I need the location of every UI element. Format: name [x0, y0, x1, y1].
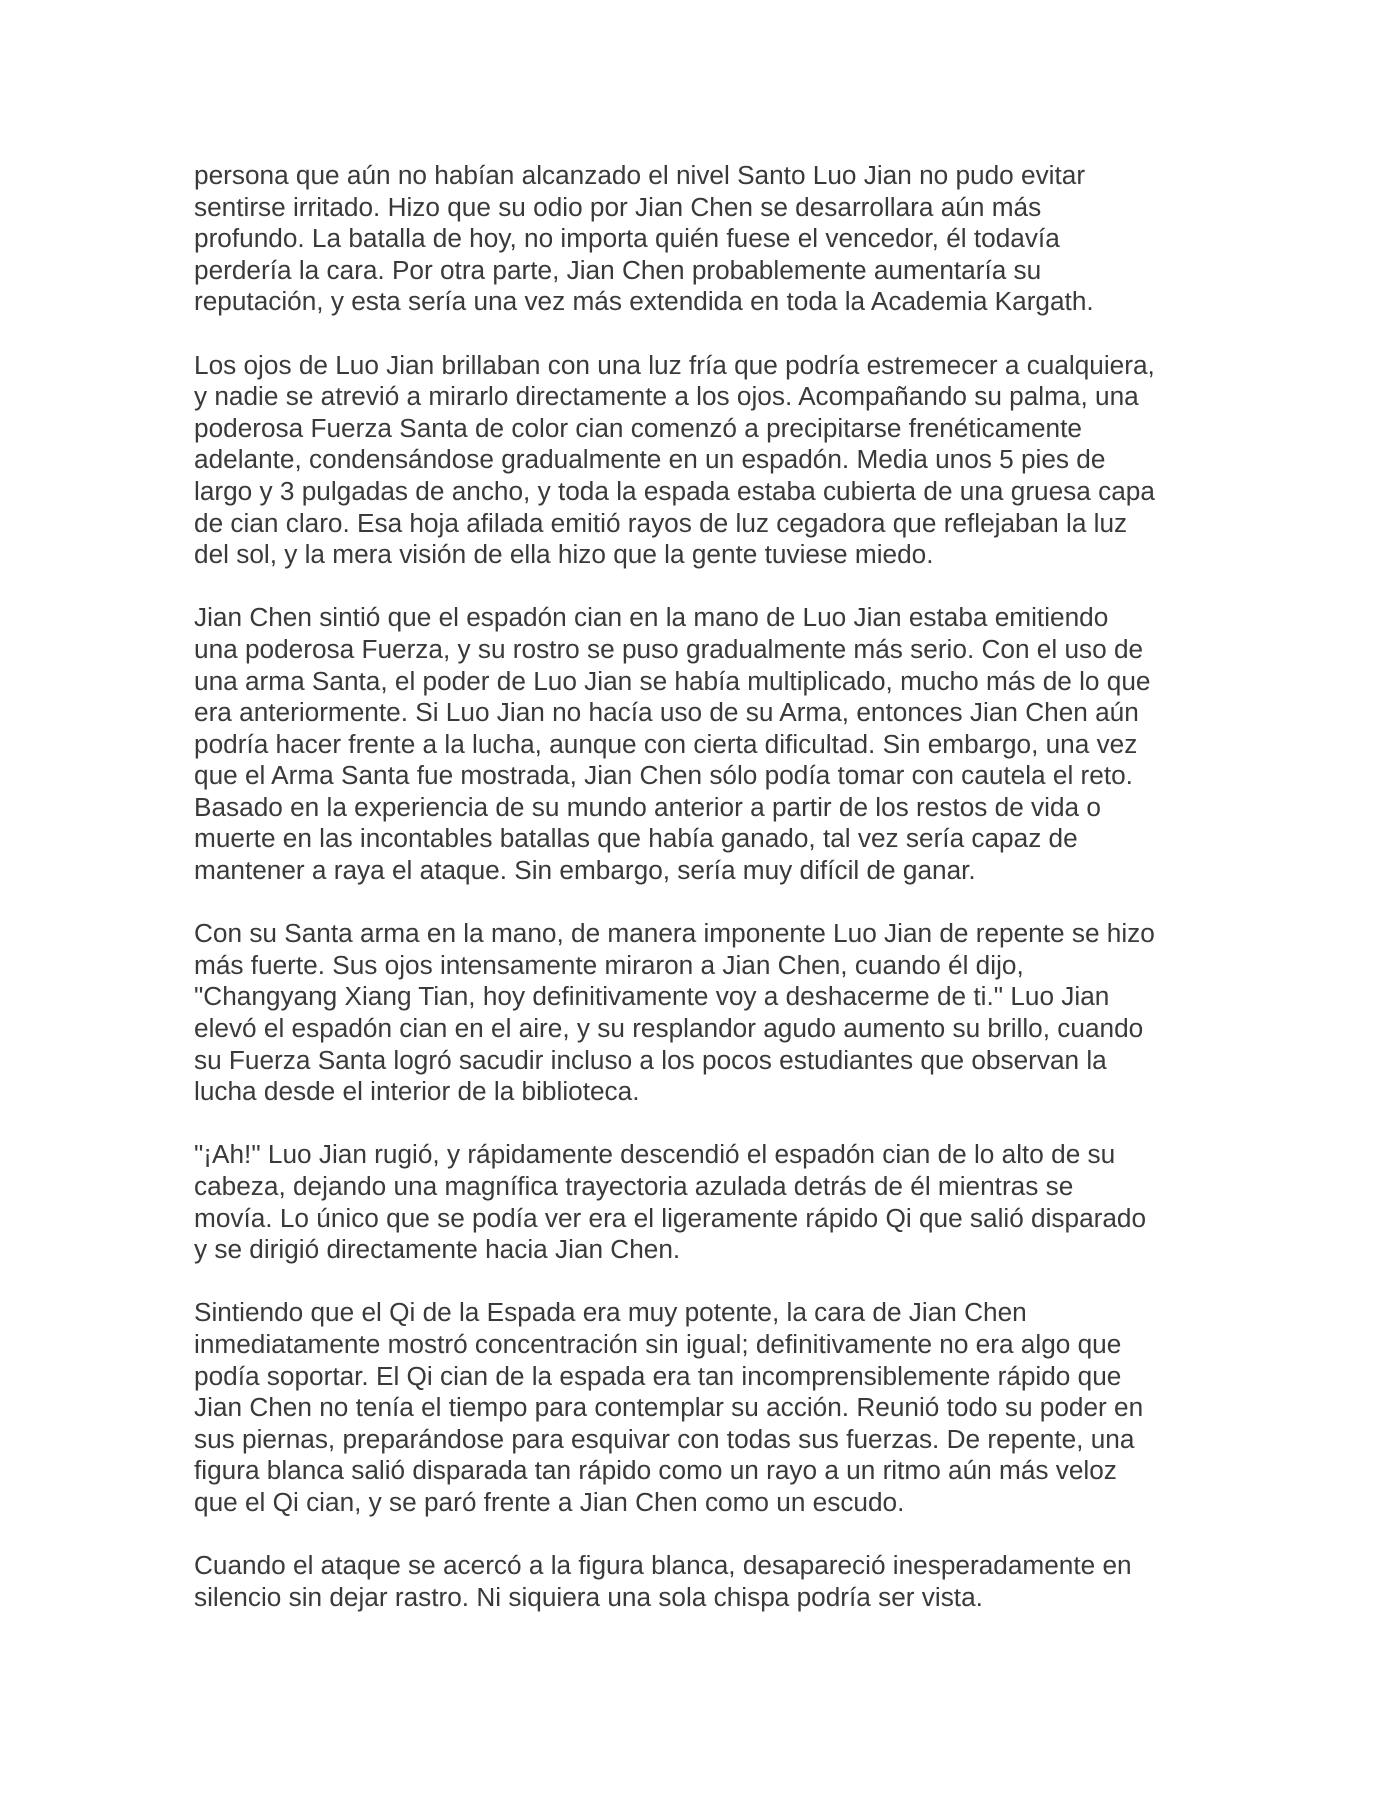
text-line: Jian Chen sintió que el espadón cian en la mano de Luo Jian estaba emitiendo	[194, 602, 1109, 633]
text-line: y nadie se atrevió a mirarlo directamente a los ojos. Acompañando su palma, una	[194, 381, 1139, 412]
paragraph	[194, 918, 1224, 1108]
text-line: y se dirigió directamente hacia Jian Chen.	[194, 1234, 681, 1265]
text-line: podría hacer frente a la lucha, aunque con cierta dificultad. Sin embargo, una vez	[194, 728, 1138, 759]
text-line: Basado en la experiencia de su mundo anterior a partir de los restos de vida o	[194, 791, 1101, 822]
text-line: podía soportar. El Qi cian de la espada era tan incomprensiblemente rápido que	[194, 1360, 1122, 1391]
text-line: que el Qi cian, y se paró frente a Jian Chen como un escudo.	[194, 1486, 905, 1517]
text-line: Jian Chen no tenía el tiempo para contemplar su acción. Reunió todo su poder en	[194, 1392, 1144, 1423]
text-line: "¡Ah!" Luo Jian rugió, y rápidamente descendió el espadón cian de lo alto de su	[194, 1139, 1116, 1170]
text-line: figura blanca salió disparada tan rápido como un rayo a un ritmo aún más veloz	[194, 1455, 1117, 1486]
text-line: su Fuerza Santa logró sacudir incluso a los pocos estudiantes que observan la	[194, 1044, 1107, 1075]
text-line: adelante, condensándose gradualmente en un espadón. Media unos 5 pies de	[194, 444, 1106, 475]
text-line: Sintiendo que el Qi de la Espada era muy potente, la cara de Jian Chen	[194, 1297, 1027, 1328]
text-line: de cian claro. Esa hoja afilada emitió rayos de luz cegadora que reflejaban la luz	[194, 507, 1128, 538]
text-line: profundo. La batalla de hoy, no importa quién fuese el vencedor, él todavía	[194, 223, 1060, 254]
text-line: movía. Lo único que se podía ver era el ligeramente rápido Qi que salió disparado	[194, 1202, 1147, 1233]
text-line: muerte en las incontables batallas que había ganado, tal vez sería capaz de	[194, 823, 1078, 854]
text-line: cabeza, dejando una magnífica trayectoria azulada detrás de él mientras se	[194, 1171, 1074, 1201]
text-line: largo y 3 pulgadas de ancho, y toda la espada estaba cubierta de una gruesa capa	[194, 475, 1155, 506]
text-line: era anteriormente. Si Luo Jian no hacía uso de su Arma, entonces Jian Chen aún	[194, 697, 1139, 728]
paragraph	[194, 160, 1224, 318]
paragraph	[194, 1139, 1224, 1265]
text-line: persona que aún no habían alcanzado el nivel Santo Luo Jian no pudo evitar	[194, 160, 1086, 190]
text-line: inmediatamente mostró concentración sin igual; definitivamente no era algo que	[194, 1328, 1122, 1359]
paragraph	[194, 1550, 1224, 1613]
text-line: silencio sin dejar rastro. Ni siquiera una sola chispa podría ser vista.	[194, 1581, 983, 1612]
text-line: Los ojos de Luo Jian brillaban con una luz fría que podría estremecer a cualquiera,	[194, 349, 1155, 380]
text-line: que el Arma Santa fue mostrada, Jian Chen sólo podía tomar con cautela el reto.	[194, 760, 1133, 791]
text-line: del sol, y la mera visión de ella hizo que la gente tuviese miedo.	[194, 539, 934, 570]
text-line: mantener a raya el ataque. Sin embargo, sería muy difícil de ganar.	[194, 855, 976, 886]
text-line: Con su Santa arma en la mano, de manera imponente Luo Jian de repente se hizo	[194, 918, 1155, 949]
paragraph	[194, 350, 1224, 571]
paragraph	[194, 602, 1224, 886]
text-line: Cuando el ataque se acercó a la figura blanca, desapareció inesperadamente en	[194, 1550, 1132, 1581]
text-line: poderosa Fuerza Santa de color cian comenzó a precipitarse frenéticamente	[194, 412, 1082, 443]
text-line: sus piernas, preparándose para esquivar con todas sus fuerzas. De repente, una	[194, 1423, 1135, 1454]
text-line: sentirse irritado. Hizo que su odio por Jian Chen se desarrollara aún más	[194, 191, 1042, 222]
text-line: elevó el espadón cian en el aire, y su resplandor agudo aumento su brillo, cuando	[194, 1013, 1144, 1044]
paragraph	[194, 1297, 1224, 1518]
text-line: perdería la cara. Por otra parte, Jian Chen probablemente aumentaría su	[194, 254, 1042, 285]
text-line: "Changyang Xiang Tian, hoy definitivamente voy a deshacerme de ti." Luo Jian	[194, 981, 1110, 1012]
text-line: lucha desde el interior de la biblioteca.	[194, 1076, 640, 1107]
text-line: una poderosa Fuerza, y su rostro se puso gradualmente más serio. Con el uso de	[194, 633, 1144, 664]
text-line: más fuerte. Sus ojos intensamente miraron a Jian Chen, cuando él dijo,	[194, 949, 1024, 980]
document-body	[194, 160, 1224, 1645]
text-line: una arma Santa, el poder de Luo Jian se había multiplicado, mucho más de lo que	[194, 665, 1151, 696]
text-line: reputación, y esta sería una vez más extendida en toda la Academia Kargath.	[194, 286, 1094, 317]
